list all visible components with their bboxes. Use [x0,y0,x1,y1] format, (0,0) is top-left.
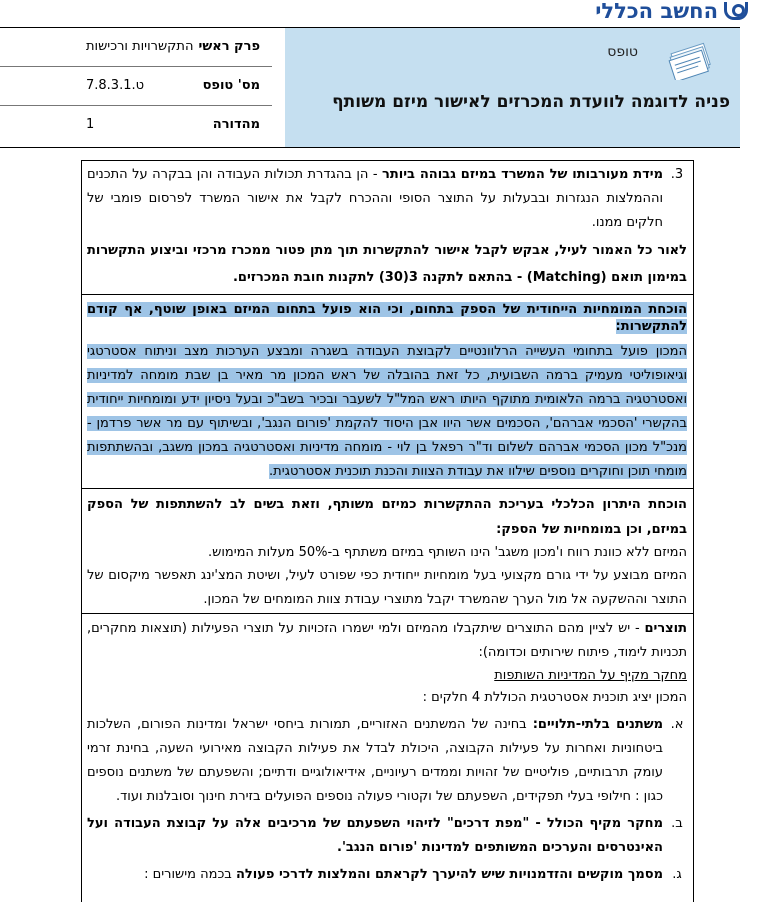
info-label: מהדורה [212,117,260,132]
section-heading: הוכחת המומחיות הייחודית של הספק בתחום, וכי הוא פועל בתחום המיזם באופן שוטף, אף קודם להתקשרות: [87,302,687,334]
item-lead: מידת מעורבותו של המשרד במיזם גבוהה ביותר [382,167,663,182]
list-item [87,713,687,809]
logo [595,0,748,22]
item-lead: מחקר מקיף הכולל - "מפת דרכים" לזיהוי השפעתם של מרכיבים אלה על קבוצת העבודה ועל האינטרסים והערכים המשותפים למדינות 'פורום הנגב'. [87,816,663,855]
form-info-table [0,28,285,147]
section-involvement [82,160,693,295]
item-text: בחינה של המשתנים האזוריים, תמורות ביחסי ישראל ומדינות הפורום, השלכות ביטחוניות ואחרות על פעילות הקבוצה, היכולת לבדל את פעילות הקבוצה מאירועי השעה, בחינת זרמי עומק תרבותיים, פוליטיים של זהויות וממדים רעיוניים, אידיאולוגיים ודתיים; והשפעתם של משתנים נוספים כגון : חילופי בעלי תפקידים, השפעתם של וקטורי פעולה נוספים הפועלים בזירת חינוך וסובלנות ועוד. [87,717,663,804]
section-intro: המכון יציג תוכנית אסטרטגית הכוללת 4 חלקים : [422,690,687,705]
section-line: המיזם ללא כוונת רווח ו'מכון משגב' הינו השותף במיזם משתתף ב-50% מעלות המימוש. [207,545,687,560]
request-paragraph: לאור כל האמור לעיל, אבקש לקבל אישור להתקשרות תוך מתן פטור ממכרז מרכזי וביצוע התקשרות במימון תואם (Matching) - בהתאם לתקנה 3(30) לתקנות חובת המכרזים. [87,243,687,285]
form-name: טופס [607,44,638,60]
section-line: המיזם מבוצע על ידי גורם מקצועי בעל מומחיות ייחודית כפי שפורט לעיל, ושיטת המצ'ינג תאפשר מיקסום של התוצר וההשקעה אל מול הערך שהמשרד יקבל מתוצרי עבודת צוות המומחים של המכון. [87,568,687,607]
item-letter: א. [670,717,684,732]
item-letter: ב. [671,816,683,831]
section-outputs [82,614,693,887]
section-expertise [82,295,693,489]
item-text: - הן בהגדרת תכולות העבודה והן בבקרה על התכנים וההמלצות הנגזרות ובבעלות על התוצר הסופי וההכרח לקבל את אישור המשרד לפרסום פומבי של חלקים ממנו. [87,167,663,230]
item-lead: מסמך מוקשים והזדמנויות שיש להיערך לקראתם והמלצות לדרכי פעולה [235,867,663,882]
section-text: המכון פועל בתחומי העשייה הרלוונטיים לקבוצת העבודה בשגרה ומבצע הערכות מצב וניתוח אסטרטגי וגיאופוליטי מעמיק ברמה השבועית, כל זאת בהובלה של ראש המכון מר מאיר בן שבת מומחה למדיניות ואסטרטגיה ברמה הלאומית מתוקף היותו ראש המל"ל לשעבר ובכיר בשב"כ ובעל ניסיון ידע ומומחיות ייחודית בהקשרי 'הסכמי אברהם', הסכמים אשר היוו אבן היסוד להקמת 'פורום הנגב', ובשיתוף עם מר אשר פרדמן - מנכ"ל מכון הסכמי אברהם לשלום וד"ר רפאל בן לוי - מומחה מדיניות ואסטרטגיה במכון משגב, ובהשתתפות מומחי תוכן וחוקרים נוספים שילוו את עבודת הצוות והכנת תוכנית אסטרטגית. [87,344,687,479]
section-heading: הוכחת היתרון הכלכלי בעריכת ההתקשרות כמיזם משותף, וזאת בשים לב להשתתפות של הספק במיזם, וכן במומחיות של הספק: [87,497,687,537]
list-item [87,812,687,860]
section-economic-advantage [82,489,693,614]
item-number: 3. [670,167,684,182]
section-lead: תוצרים [644,621,687,636]
form-title: פניה לדוגמה לוועדת המכרזים לאישור מיזם משותף [332,92,730,112]
info-value: ט.7.8.3.1 [86,78,145,93]
form-header [0,27,740,148]
info-label: פרק ראשי [198,39,260,54]
list-item [87,163,687,235]
section-text: - יש לציין מהם התוצרים שיתקבלו מהמיזם ולמי ישמרו הזכויות על תוצרי הפעילות (תוצאות מחקרים, תכניות לימוד, פיתוח שירותים וכדומה): [87,621,687,660]
section-subheading: מחקר מקיף על המדיניות השותפות [494,668,687,683]
list-item [87,863,687,887]
info-row-chapter [0,28,272,67]
info-value: התקשרויות ורכישות [86,39,194,54]
title-panel [285,28,740,147]
info-value: 1 [86,117,95,132]
item-text: בכמה מישורים : [144,867,236,882]
document-body [81,160,694,902]
stacked-papers-icon [666,40,716,80]
item-lead: משתנים בלתי-תלויים: [532,717,663,732]
info-row-edition [0,106,272,144]
item-letter: ג. [672,867,682,882]
info-label: מס' טופס [202,78,260,93]
logo-text: החשב הכללי [595,0,718,23]
info-row-form-number [0,67,272,106]
logo-icon [724,2,748,20]
